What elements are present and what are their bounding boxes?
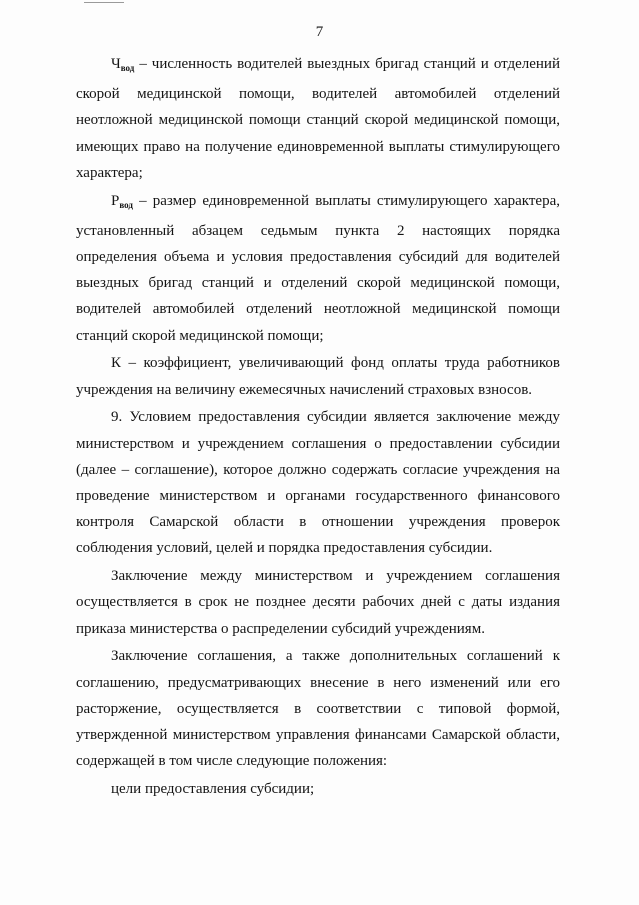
page-number: 7 — [315, 24, 324, 40]
formula-variable: Ч — [111, 56, 121, 72]
paragraph-text: – численность водителей выездных бригад станций и отделений скорой медицинской помощи, водителей автомобилей отделений неотложной медицинской помощи станций скорой медицинской помощи, имеющих право на получение единовременной выплаты стимулирующего характера; — [76, 56, 560, 181]
scan-artifact-line — [84, 2, 124, 3]
definition-paragraph-k: К – коэффициент, увеличивающий фонд оплаты труда работников учреждения на величину ежемесячных начислений страховых взносов. — [76, 355, 560, 398]
definition-paragraph-rvod — [76, 188, 560, 349]
definition-paragraph-chvod — [76, 51, 560, 186]
document-body — [76, 51, 560, 804]
list-item-subsidy-purpose: цели предоставления субсидии; — [111, 781, 315, 798]
clause-9-paragraph: 9. Условием предоставления субсидии является заключение между министерством и учреждением соглашения о предоставлении субсидии (далее – соглашение), которое должно содержать согласие учреждения на проведение министерством и органами государственного финансового контроля Самарской области в отношении учреждения проверок соблюдения условий, целей и порядка предоставления субсидии. — [76, 409, 560, 557]
formula-variable: Р — [111, 192, 120, 209]
agreement-deadline-paragraph: Заключение между министерством и учреждением соглашения осуществляется в срок не позднее десяти рабочих дней с даты издания приказа министерства о распределении субсидий учреждениям. — [76, 568, 560, 637]
formula-subscript: вод — [120, 63, 135, 73]
agreement-form-paragraph: Заключение соглашения, а также дополнительных соглашений к соглашению, предусматривающих внесение в него изменений или его расторжение, осуществляется в соответствии с типовой формой, утвержденной министерством управления финансами Самарской области, содержащей в том числе следующие положения: — [76, 648, 560, 770]
formula-subscript: вод — [119, 199, 133, 210]
paragraph-text: – размер единовременной выплаты стимулирующего характера, установленный абзацем седьмым пункта 2 настоящих порядка определения объема и условия предоставления субсидий для водителей выездных бригад станций и отделений скорой медицинской помощи, водителей автомобилей отделений неотложной медицинской помощи станций скорой медицинской помощи; — [76, 192, 560, 344]
